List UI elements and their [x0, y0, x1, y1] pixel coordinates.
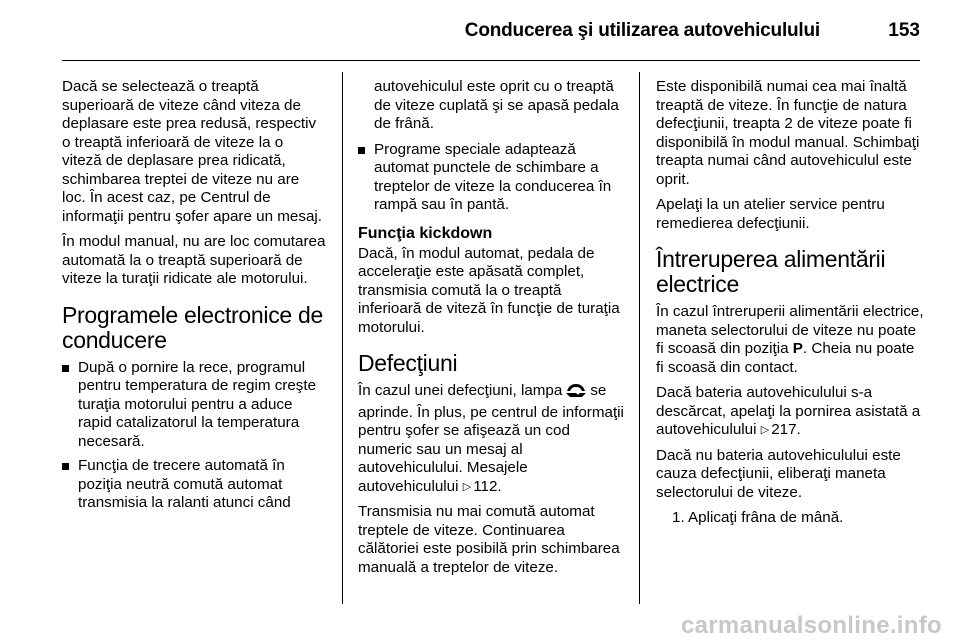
list-item	[358, 141, 626, 215]
paragraph: Dacă, în modul automat, pedala de acceleraţie este apăsată complet, transmisia comută la o treaptă inferioară de viteză în funcţie de turaţia motorului.	[358, 244, 620, 336]
page-number: 153	[888, 20, 920, 41]
column-2	[358, 78, 626, 584]
page-reference[interactable]: 217.	[771, 421, 801, 438]
list-item-text: După o pornire la rece, programul pentru temperatura de regim creşte turaţia motorului pentru a aduce rapid catalizatorul la temperatura necesară.	[78, 358, 317, 450]
paragraph: Dacă se selectează o treaptă superioară de viteze când viteza de deplasare este prea redusă, respectiv o treaptă inferioară de viteze la o viteză de deplasare prea ridicată, schimbarea treptei de viteze nu are loc. În acest caz, pe Centrul de informaţii pentru şofer apare un mesaj.	[62, 78, 323, 225]
section-heading-programs: Programele electronice de conducere	[62, 301, 323, 353]
page-header	[62, 0, 920, 61]
page-title: Conducerea şi utilizarea autovehiculului	[464, 20, 820, 41]
bullet-icon	[62, 365, 69, 372]
section-heading-kickdown: Funcţia kickdown	[358, 224, 493, 242]
numbered-list	[656, 509, 926, 528]
bullet-list	[358, 141, 626, 215]
paragraph: Apelaţi la un atelier service pentru remedierea defecţiunii.	[656, 196, 885, 232]
bullet-icon	[358, 147, 365, 154]
text: . Cheia nu poate fi scoasă din contact.	[656, 340, 915, 376]
paragraph	[656, 384, 926, 440]
text: Dacă bateria autovehiculului s-a descărcat, apelaţi la pornirea asistată a autovehiculului	[656, 384, 921, 438]
triangle-arrow-icon: ▷	[462, 480, 472, 493]
paragraph: În modul manual, nu are loc comutarea automată la o treaptă superioară de viteze la turaţii ridicate ale motorului.	[62, 233, 326, 287]
text: se aprinde. În plus, pe centrul de informaţii pentru şofer se afişează un cod numeric sau un mesaj al autovehiculului. Mesajele autovehiculului	[358, 382, 624, 495]
text: În cazul întreruperii alimentării electrice, maneta selectorului de viteze nu poate fi scoasă din poziţia	[656, 303, 924, 357]
column-3	[656, 78, 926, 528]
list-item	[62, 359, 326, 452]
page-reference[interactable]: 112.	[473, 477, 502, 495]
section-heading-defects: Defecţiuni	[358, 350, 458, 376]
paragraph: Este disponibilă numai cea mai înaltă treaptă de viteze. În funcţie de natura defecţiunii, treapta 2 de viteze poate fi disponibilă în modul manual. Schimbaţi treapta numai când autovehiculul este oprit.	[656, 78, 920, 188]
column-divider	[342, 72, 343, 604]
text: În cazul unei defecţiuni, lampa	[358, 382, 563, 399]
position-p: P	[792, 340, 803, 357]
paragraph	[358, 382, 626, 496]
triangle-arrow-icon: ▷	[760, 424, 770, 436]
bullet-icon	[62, 463, 69, 470]
paragraph	[656, 303, 926, 377]
section-heading-power: Întreruperea alimentării electrice	[656, 246, 886, 297]
transmission-warning-lamp-icon	[565, 382, 587, 404]
list-item: 1. Aplicaţi frâna de mână.	[672, 509, 844, 526]
column-1	[62, 78, 326, 519]
list-item-continuation: autovehiculul este oprit cu o treaptă de viteze cuplată şi se apasă pedala de frână.	[374, 78, 619, 132]
bullet-list	[62, 359, 326, 513]
column-divider	[639, 72, 640, 604]
list-item-text: Funcţia de trecere automată în poziţia neutră comută automat transmisia la ralanti atunci când	[78, 457, 291, 511]
list-item-text: Programe speciale adaptează automat punctele de schimbare a treptelor de viteze la conducerea în rampă sau în pantă.	[374, 140, 612, 213]
watermark: carmanualsonline.info	[680, 612, 942, 639]
list-item	[62, 457, 326, 513]
paragraph: Transmisia nu mai comută automat treptele de viteze. Continuarea călătoriei este posibilă prin schimbarea manuală a treptelor de viteze.	[358, 503, 620, 576]
paragraph: Dacă nu bateria autovehiculului este cauza defecţiunii, eliberaţi maneta selectorului de viteze.	[656, 446, 901, 501]
